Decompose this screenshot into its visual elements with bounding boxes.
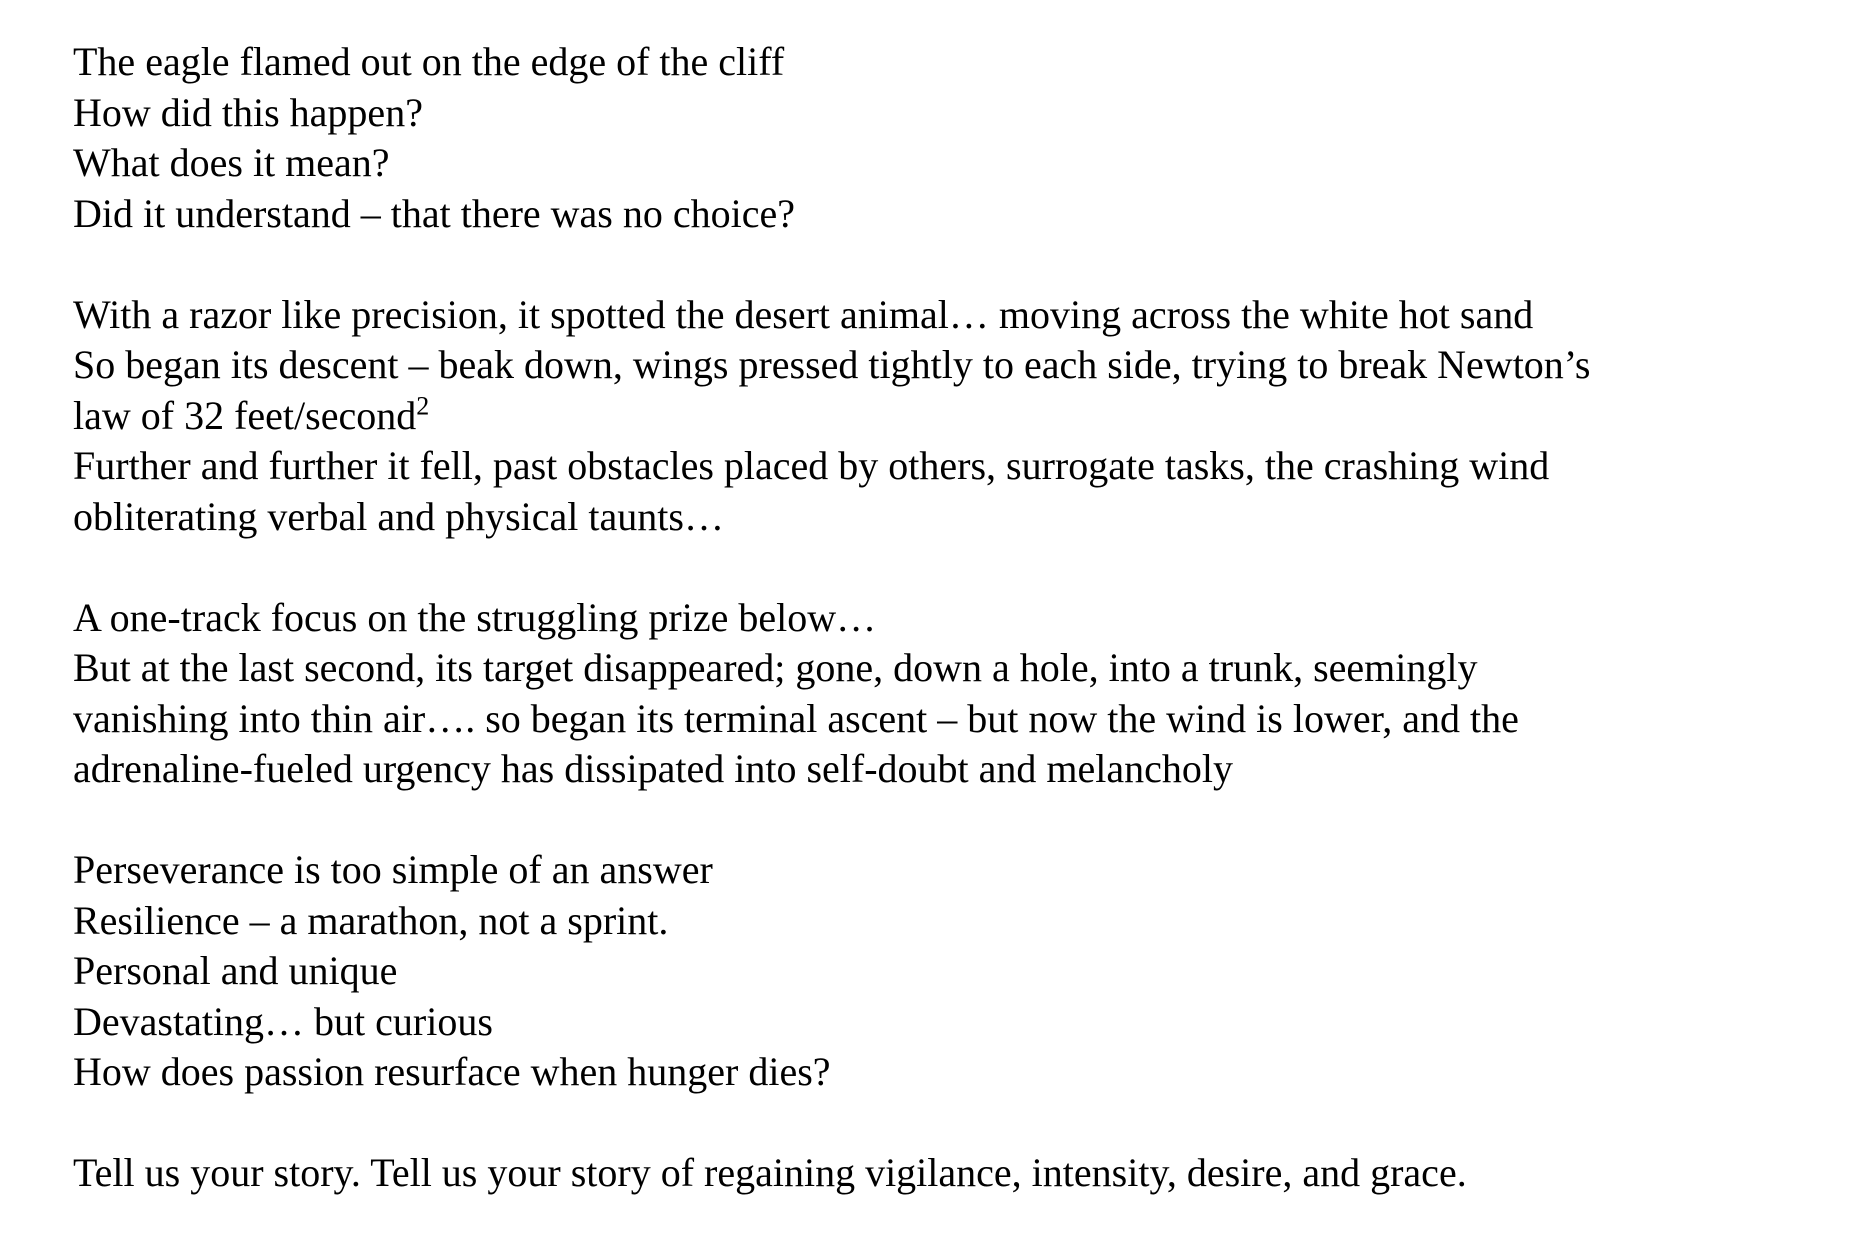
stanza-1 [73,37,1813,239]
superscript-exponent: 2 [416,391,430,421]
poem-line: vanishing into thin air…. so began its terminal ascent – but now the wind is lower, and the [73,695,1519,741]
poem-line: How did this happen? [73,89,423,135]
poem-line: The eagle flamed out on the edge of the cliff [73,39,785,84]
poem-line-with-superscript [73,391,1813,442]
poem-line: A one-track focus on the struggling prize below… [73,594,877,640]
poem-line: Perseverance is too simple of an answer [73,847,713,892]
poem-line-text: law of 32 feet/second [73,392,417,438]
poem-line: How does passion resurface when hunger dies? [73,1049,831,1094]
poem-document [73,37,1813,1199]
poem-line: Personal and unique [73,948,398,993]
poem-line: Devastating… but curious [73,998,493,1044]
stanza-5 [73,1148,1813,1199]
poem-line: So began its descent – beak down, wings pressed tightly to each side, trying to break Newton’s [73,342,1591,387]
stanza-4 [73,845,1813,1098]
poem-line: But at the last second, its target disappeared; gone, down a hole, into a trunk, seemingly [73,645,1478,690]
poem-line: Resilience – a marathon, not a sprint. [73,897,669,943]
stanza-2 [73,290,1813,543]
poem-line: obliterating verbal and physical taunts… [73,493,724,539]
poem-line: adrenaline-fueled urgency has dissipated into self-doubt and melancholy [73,746,1233,791]
poem-line: Tell us your story. Tell us your story of regaining vigilance, intensity, desire, and grace. [73,1150,1467,1195]
poem-line: Further and further it fell, past obstacles placed by others, surrogate tasks, the crashing wind [73,443,1550,488]
poem-line: With a razor like precision, it spotted the desert animal… moving across the white hot sand [73,291,1534,337]
poem-line: What does it mean? [73,140,390,185]
poem-line: Did it understand – that there was no choice? [73,190,795,236]
stanza-3 [73,593,1813,795]
